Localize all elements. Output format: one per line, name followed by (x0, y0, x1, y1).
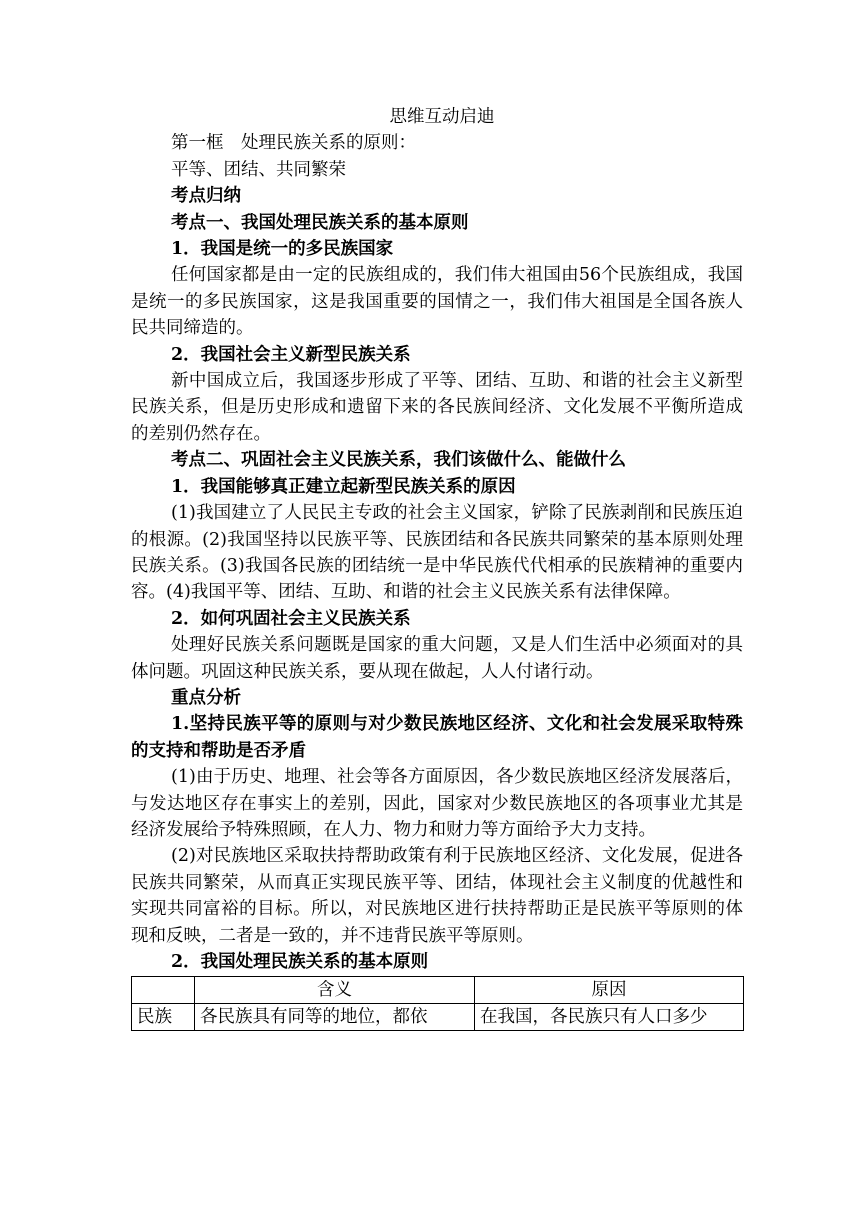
table-cell: 民族 (132, 1004, 195, 1031)
analysis-heading: 重点分析 (171, 687, 241, 708)
table-header-cell (132, 977, 195, 1004)
analysis-q1-p1: (1)由于历史、地理、社会等各方面原因，各少数民族地区经济发展落后，与发达地区存在事实上的差别，因此，国家对少数民族地区的各项事业尤其是经济发展给予特殊照顾，在人力、物力和财力等方面给予大力支持。 (131, 767, 743, 840)
kd2-s1-text: (1)我国建立了人民民主专政的社会主义国家，铲除了民族剥削和民族压迫的根源。(2)我国坚持以民族平等、民族团结和各民族共同繁荣的基本原则处理民族关系。(3)我国各民族的团结统一是中华民族代代相承的民族精神的重要内容。(4)我国平等、团结、互助、和谐的社会主义民族关系有法律保障。 (131, 503, 743, 603)
table-header-cell: 原因 (475, 977, 744, 1004)
page-title: 思维互动启迪 (389, 107, 495, 127)
kd2-s2-text: 处理好民族关系问题既是国家的重大问题，又是人们生活中必须面对的具体问题。巩固这种民族关系，要从现在做起，人人付诸行动。 (131, 635, 743, 682)
analysis-q1-heading: 1.坚持民族平等的原则与对少数民族地区经济、文化和社会发展采取特殊的支持和帮助是否矛盾 (131, 714, 743, 761)
table-header-row (132, 977, 744, 1004)
section-heading-kaodian-guina: 考点归纳 (171, 186, 241, 207)
table-header-cell: 含义 (195, 977, 475, 1004)
kd2-s2-heading: 2．如何巩固社会主义民族关系 (171, 608, 411, 629)
table-cell: 各民族具有同等的地位，都依 (195, 1004, 475, 1031)
kd2-heading: 考点二、巩固社会主义民族关系，我们该做什么、能做什么 (171, 450, 626, 471)
frame-label: 第一框 处理民族关系的原则： (171, 133, 416, 154)
kd1-heading: 考点一、我国处理民族关系的基本原则 (171, 212, 469, 233)
analysis-q1-p2: (2)对民族地区采取扶持帮助政策有利于民族地区经济、文化发展，促进各民族共同繁荣，从而真正实现民族平等、团结，体现社会主义制度的优越性和实现共同富裕的目标。所以，对民族地区进行扶持帮助正是民族平等原则的体现和反映，二者是一致的，并不违背民族平等原则。 (131, 846, 743, 946)
table-row (132, 1004, 744, 1031)
kd1-s1-text: 任何国家都是由一定的民族组成的，我们伟大祖国由56个民族组成，我国是统一的多民族国家，这是我国重要的国情之一，我们伟大祖国是全国各族人民共同缔造的。 (131, 265, 743, 339)
analysis-q2-heading: 2．我国处理民族关系的基本原则 (171, 952, 429, 972)
frame-subtitle: 平等、团结、共同繁荣 (171, 159, 346, 180)
table-cell: 在我国，各民族只有人口多少 (475, 1004, 744, 1031)
kd1-s1-heading: 1．我国是统一的多民族国家 (171, 239, 394, 260)
kd1-s2-heading: 2．我国社会主义新型民族关系 (171, 344, 411, 365)
document-body (131, 104, 743, 1031)
kd1-s2-text: 新中国成立后，我国逐步形成了平等、团结、互助、和谐的社会主义新型民族关系，但是历史形成和遗留下来的各民族间经济、文化发展不平衡所造成的差别仍然存在。 (131, 371, 743, 444)
kd2-s1-heading: 1．我国能够真正建立起新型民族关系的原因 (171, 476, 516, 497)
principles-table (131, 976, 744, 1031)
